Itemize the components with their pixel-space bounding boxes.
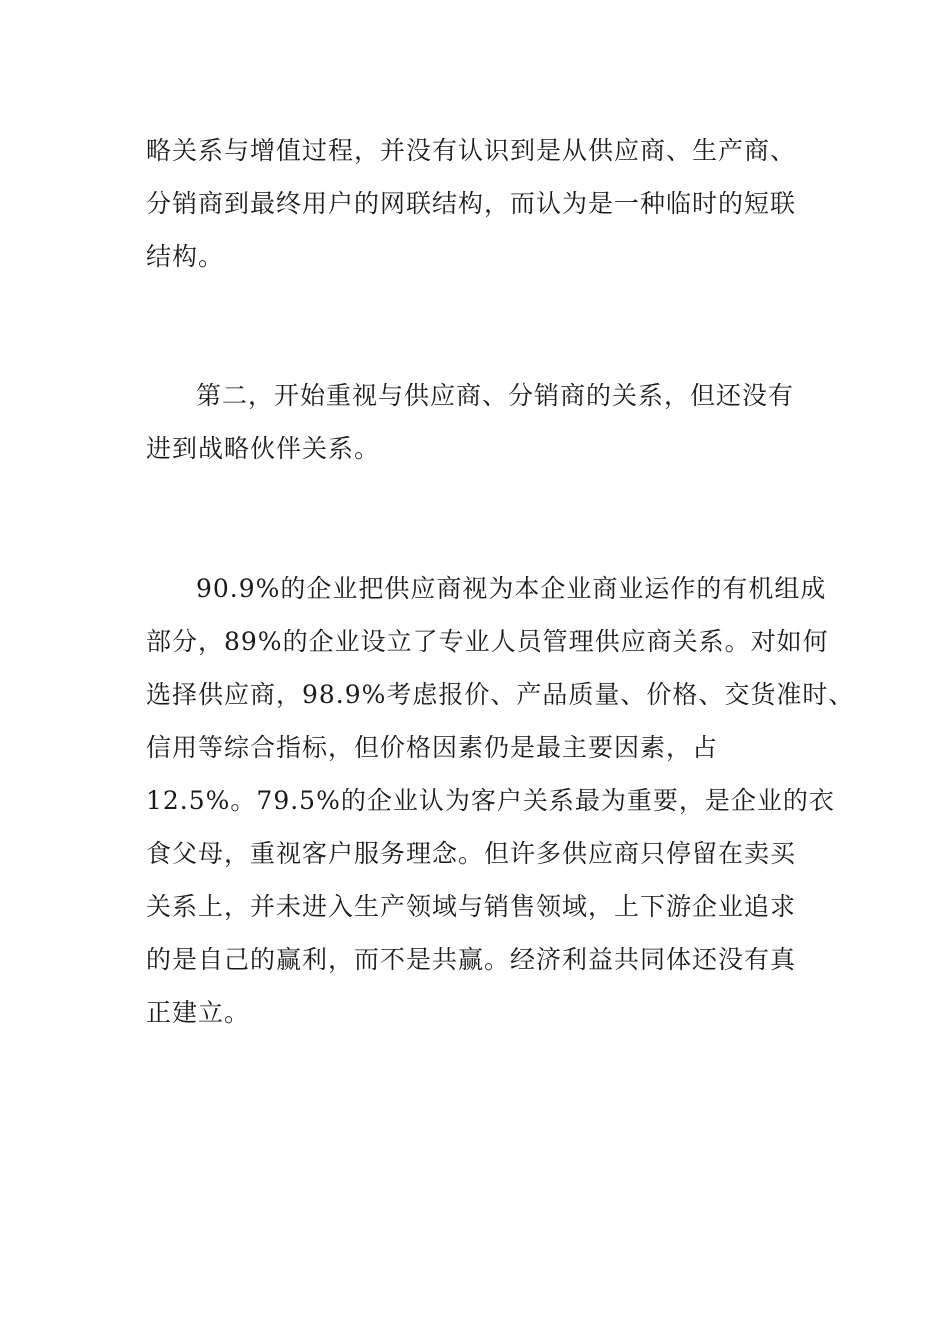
text-line: 的是自己的赢利，而不是共赢。经济利益共同体还没有真 [146, 945, 797, 974]
text-line: 第二，开始重视与供应商、分销商的关系，但还没有 [196, 381, 795, 410]
paragraph-second-point [146, 369, 826, 475]
paragraph-continuation [146, 124, 826, 283]
paragraph-statistics [146, 562, 855, 1039]
text-line: 12.5%。79.5%的企业认为客户关系最为重要，是企业的衣 [146, 786, 835, 815]
text-line: 正建立。 [146, 998, 251, 1027]
text-line: 食父母，重视客户服务理念。但许多供应商只停留在卖买 [146, 839, 797, 868]
text-line: 进到战略伙伴关系。 [146, 434, 381, 463]
text-line: 略关系与增值过程，并没有认识到是从供应商、生产商、 [146, 136, 797, 165]
text-line: 选择供应商，98.9%考虑报价、产品质量、价格、交货准时、 [146, 680, 855, 709]
text-line: 关系上，并未进入生产领域与销售领域，上下游企业追求 [146, 892, 797, 921]
text-line: 分销商到最终用户的网联结构，而认为是一种临时的短联 [146, 189, 797, 218]
text-line: 信用等综合指标，但价格因素仍是最主要因素，占 [146, 733, 719, 762]
text-line: 部分，89%的企业设立了专业人员管理供应商关系。对如何 [146, 627, 829, 656]
text-line: 结构。 [146, 242, 225, 271]
text-line: 90.9%的企业把供应商视为本企业商业运作的有机组成 [196, 574, 827, 603]
